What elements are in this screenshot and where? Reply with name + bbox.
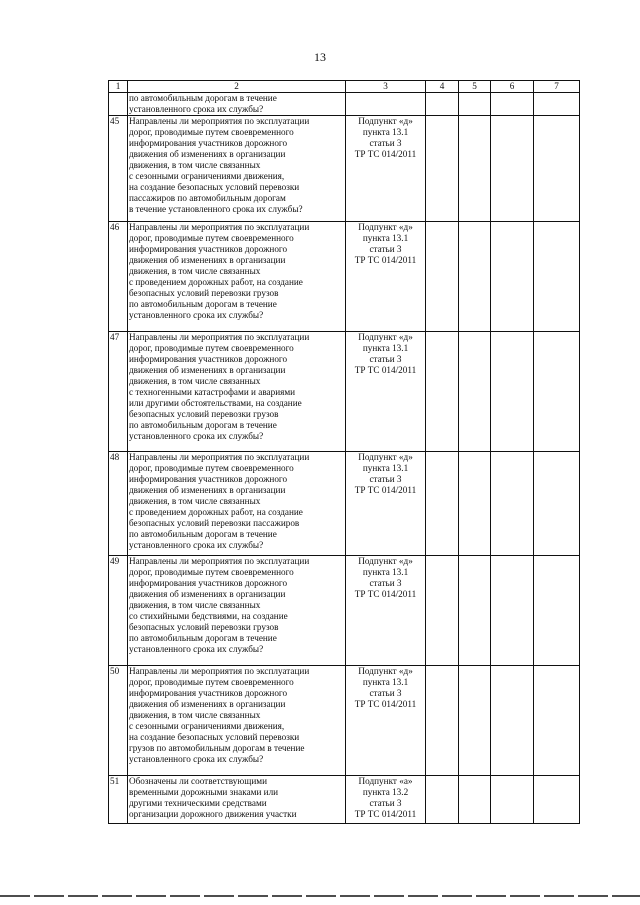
answer-cell[interactable] — [459, 222, 491, 332]
checklist-table — [108, 80, 580, 824]
row-question: Направлены ли мероприятия по эксплуатации дорог, проводимые путем своевременного информирования участников дорожного движения об изменениях в организации движения, в том числе связанных с проведением дорожных работ, на создание безопасных условий перевозки грузов по автомобильным дорогам в течение установленного срока их службы? — [128, 222, 346, 332]
answer-cell[interactable] — [491, 93, 534, 116]
answer-cell[interactable] — [534, 332, 580, 452]
table-row — [109, 666, 580, 776]
answer-cell[interactable] — [459, 452, 491, 556]
table-row-continuation — [109, 93, 580, 116]
row-question: по автомобильным дорогам в течение установленного срока их службы? — [128, 93, 346, 116]
row-question: Направлены ли мероприятия по эксплуатации дорог, проводимые путем своевременного информирования участников дорожного движения об изменениях в организации движения, в том числе связанных с проведением дорожных работ, на создание безопасных условий перевозки пассажиров по автомобильным дорогам в течение установленного срока их службы? — [128, 452, 346, 556]
answer-cell[interactable] — [426, 776, 459, 824]
page-number: 13 — [314, 50, 326, 64]
answer-cell[interactable] — [534, 666, 580, 776]
answer-cell[interactable] — [534, 776, 580, 824]
table-row — [109, 452, 580, 556]
column-header: 6 — [491, 81, 534, 93]
answer-cell[interactable] — [426, 666, 459, 776]
row-reference: Подпункт «д» пункта 13.1 статьи 3 ТР ТС 014/2011 — [346, 222, 426, 332]
column-header: 7 — [534, 81, 580, 93]
answer-cell[interactable] — [459, 332, 491, 452]
row-question: Направлены ли мероприятия по эксплуатации дорог, проводимые путем своевременного информирования участников дорожного движения об изменениях в организации движения, в том числе связанных с техногенными катастрофами и авариями или другими обстоятельствами, на создание безопасных условий перевозки грузов по автомобильным дорогам в течение установленного срока их службы? — [128, 332, 346, 452]
answer-cell[interactable] — [426, 93, 459, 116]
answer-cell[interactable] — [459, 666, 491, 776]
answer-cell[interactable] — [534, 452, 580, 556]
table-row — [109, 222, 580, 332]
answer-cell[interactable] — [491, 116, 534, 222]
answer-cell[interactable] — [491, 222, 534, 332]
table-row — [109, 556, 580, 666]
column-header: 2 — [128, 81, 346, 93]
answer-cell[interactable] — [534, 556, 580, 666]
row-number: 51 — [109, 776, 128, 824]
answer-cell[interactable] — [491, 332, 534, 452]
row-reference: Подпункт «д» пункта 13.1 статьи 3 ТР ТС 014/2011 — [346, 116, 426, 222]
scan-edge-line — [0, 895, 640, 897]
column-header: 3 — [346, 81, 426, 93]
row-number: 50 — [109, 666, 128, 776]
answer-cell[interactable] — [459, 776, 491, 824]
answer-cell[interactable] — [426, 332, 459, 452]
table-row — [109, 116, 580, 222]
row-question: Направлены ли мероприятия по эксплуатации дорог, проводимые путем своевременного информирования участников дорожного движения об изменениях в организации движения, в том числе связанных с сезонными ограничениями движения, на создание безопасных условий перевозки пассажиров по автомобильным дорогам в течение установленного срока их службы? — [128, 116, 346, 222]
row-question: Обозначены ли соответствующими временными дорожными знаками или другими техническими средствами организации дорожного движения участки — [128, 776, 346, 824]
row-question: Направлены ли мероприятия по эксплуатации дорог, проводимые путем своевременного информирования участников дорожного движения об изменениях в организации движения, в том числе связанных со стихийными бедствиями, на создание безопасных условий перевозки грузов по автомобильным дорогам в течение установленного срока их службы? — [128, 556, 346, 666]
row-reference: Подпункт «д» пункта 13.1 статьи 3 ТР ТС 014/2011 — [346, 556, 426, 666]
answer-cell[interactable] — [491, 556, 534, 666]
column-header: 5 — [459, 81, 491, 93]
answer-cell[interactable] — [426, 452, 459, 556]
column-header: 4 — [426, 81, 459, 93]
row-number: 49 — [109, 556, 128, 666]
row-reference: Подпункт «д» пункта 13.1 статьи 3 ТР ТС 014/2011 — [346, 452, 426, 556]
row-number: 45 — [109, 116, 128, 222]
answer-cell[interactable] — [426, 116, 459, 222]
answer-cell[interactable] — [459, 93, 491, 116]
table-row — [109, 776, 580, 824]
answer-cell[interactable] — [459, 556, 491, 666]
column-header: 1 — [109, 81, 128, 93]
table-header-row — [109, 81, 580, 93]
table-row — [109, 332, 580, 452]
row-reference — [346, 93, 426, 116]
row-reference: Подпункт «д» пункта 13.1 статьи 3 ТР ТС 014/2011 — [346, 332, 426, 452]
row-number: 46 — [109, 222, 128, 332]
answer-cell[interactable] — [459, 116, 491, 222]
row-reference: Подпункт «а» пункта 13.2 статьи 3 ТР ТС 014/2011 — [346, 776, 426, 824]
answer-cell[interactable] — [491, 452, 534, 556]
answer-cell[interactable] — [491, 666, 534, 776]
row-number: 47 — [109, 332, 128, 452]
answer-cell[interactable] — [426, 222, 459, 332]
answer-cell[interactable] — [534, 93, 580, 116]
answer-cell[interactable] — [491, 776, 534, 824]
row-number: 48 — [109, 452, 128, 556]
answer-cell[interactable] — [534, 222, 580, 332]
answer-cell[interactable] — [426, 556, 459, 666]
row-number — [109, 93, 128, 116]
row-question: Направлены ли мероприятия по эксплуатации дорог, проводимые путем своевременного информирования участников дорожного движения об изменениях в организации движения, в том числе связанных с сезонными ограничениями движения, на создание безопасных условий перевозки грузов по автомобильным дорогам в течение установленного срока их службы? — [128, 666, 346, 776]
row-reference: Подпункт «д» пункта 13.1 статьи 3 ТР ТС 014/2011 — [346, 666, 426, 776]
answer-cell[interactable] — [534, 116, 580, 222]
